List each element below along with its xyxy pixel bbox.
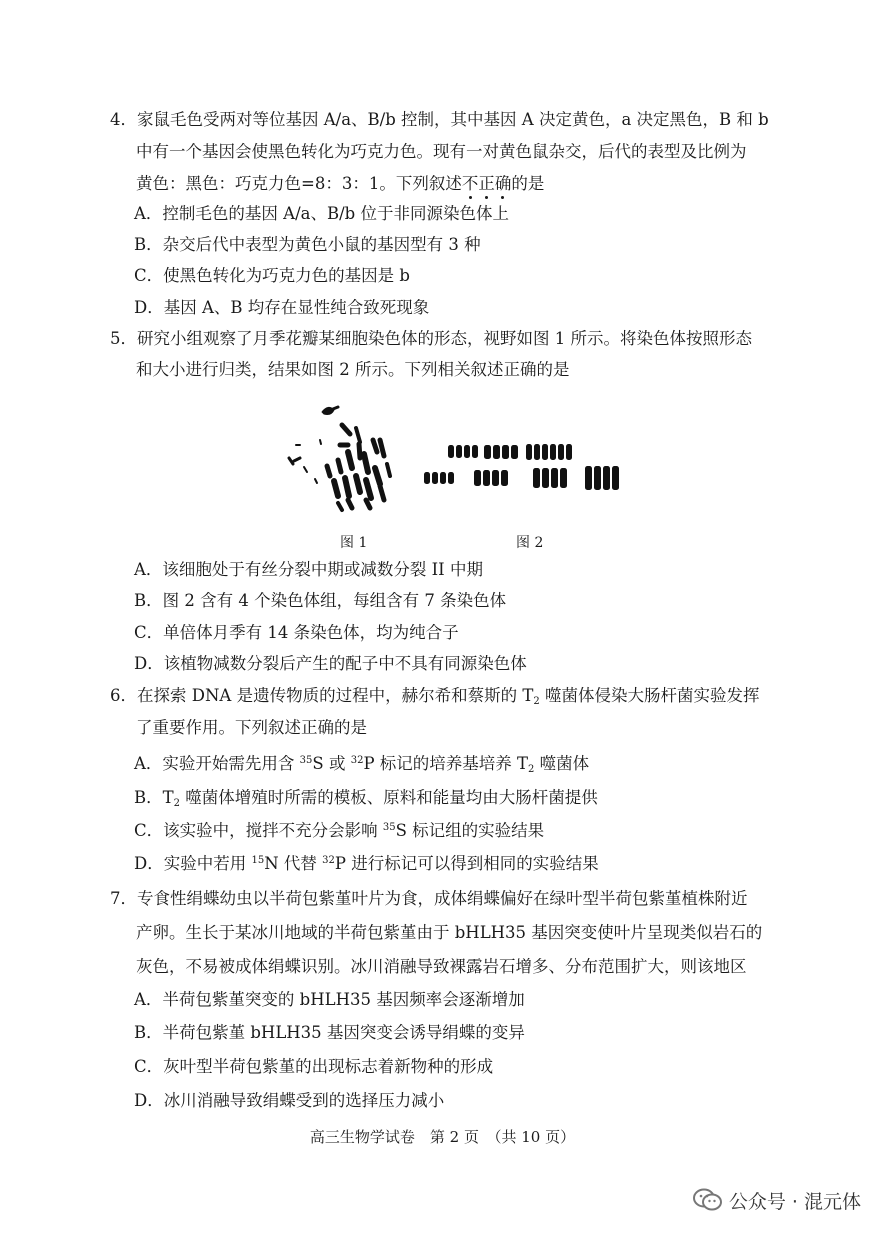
q7-option-c[interactable]: C．灰叶型半荷包紫堇的出现标志着新物种的形成 — [134, 1057, 494, 1076]
q7-option-b[interactable]: B．半荷包紫堇 bHLH35 基因突变会诱导绢蝶的变异 — [134, 1023, 525, 1042]
figure-2-caption: 图 2 — [516, 535, 544, 551]
page-footer: 高三生物学试卷 第 2 页 （共 10 页） — [309, 1128, 576, 1146]
q6-option-b[interactable]: B．$T_2$ 噬菌体增殖时所需的模板、原料和能量均由大肠杆菌提供 — [134, 788, 598, 809]
q7-option-a[interactable]: A．半荷包紫堇突变的 bHLH35 基因频率会逐渐增加 — [134, 990, 525, 1009]
q5-stem-line2: 和大小进行归类，结果如图 2 所示。下列相关叙述正确的是 — [136, 360, 570, 379]
q4-option-a[interactable]: A．控制毛色的基因 A/a、B/b 位于非同源染色体上 — [134, 204, 509, 223]
q6-stem-line2: 了重要作用。下列叙述正确的是 — [136, 718, 367, 737]
q4-stem-line1: 4．家鼠毛色受两对等位基因 A/a、B/b 控制，其中基因 A 决定黄色，a 决定黑色，B 和 b — [110, 110, 769, 129]
wechat-icon — [693, 1188, 723, 1212]
figure-1-caption: 图 1 — [340, 535, 368, 551]
q6-stem-line1: 6．在探索 DNA 是遗传物质的过程中，赫尔希和蔡斯的 $T_2$ 噬菌体侵染大肠杆菌实验发挥 — [110, 686, 760, 707]
q5-option-c[interactable]: C．单倍体月季有 14 条染色体，均为纯合子 — [134, 623, 459, 642]
q6-option-c[interactable]: C．该实验中，搅拌不充分会影响 $^{35}$S 标记组的实验结果 — [134, 821, 545, 840]
q6-option-a[interactable]: A．实验开始需先用含 $^{35}$S 或 $^{32}$P 标记的培养基培养 $T_2$ 噬菌体 — [134, 754, 590, 775]
q4-stem-line2: 中有一个基因会使黑色转化为巧克力色。现有一对黄色鼠杂交，后代的表型及比例为 — [136, 142, 747, 161]
q7-stem-line1: 7．专食性绢蝶幼虫以半荷包紫堇叶片为食，成体绢蝶偏好在绿叶型半荷包紫堇植株附近 — [110, 889, 748, 908]
q5-option-a[interactable]: A．该细胞处于有丝分裂中期或减数分裂 II 中期 — [134, 560, 483, 579]
watermark — [693, 1187, 861, 1213]
q4-stem-text-end: 的是 — [511, 174, 545, 193]
q7-option-d[interactable]: D．冰川消融导致绢蝶受到的选择压力减小 — [134, 1091, 445, 1110]
q5-option-b[interactable]: B．图 2 含有 4 个染色体组，每组含有 7 条染色体 — [134, 591, 507, 610]
q5-stem-line1: 5．研究小组观察了月季花瓣某细胞染色体的形态，视野如图 1 所示。将染色体按照形态 — [110, 329, 752, 348]
q4-option-c[interactable]: C．使黑色转化为巧克力色的基因是 b — [134, 266, 410, 285]
q4-emphasis: 不正确 — [462, 174, 512, 193]
q7-stem-line2: 产卵。生长于某冰川地域的半荷包紫堇由于 bHLH35 基因突变使叶片呈现类似岩石的 — [136, 923, 763, 942]
q6-option-d[interactable]: D．实验中若用 $^{15}$N 代替 $^{32}$P 进行标记可以得到相同的实验结果 — [134, 854, 599, 873]
q5-option-d[interactable]: D．该植物减数分裂后产生的配子中不具有同源染色体 — [134, 654, 527, 673]
q7-stem-line3: 灰色，不易被成体绢蝶识别。冰川消融导致裸露岩石增多、分布范围扩大，则该地区 — [136, 957, 747, 976]
q4-option-d[interactable]: D．基因 A、B 均存在显性纯合致死现象 — [134, 298, 430, 317]
q4-stem-text: 黄色：黑色：巧克力色=8：3：1。下列叙述 — [136, 174, 462, 193]
watermark-text: 公众号 · 混元体 — [728, 1190, 861, 1213]
q4-option-b[interactable]: B．杂交后代中表型为黄色小鼠的基因型有 3 种 — [134, 235, 481, 254]
